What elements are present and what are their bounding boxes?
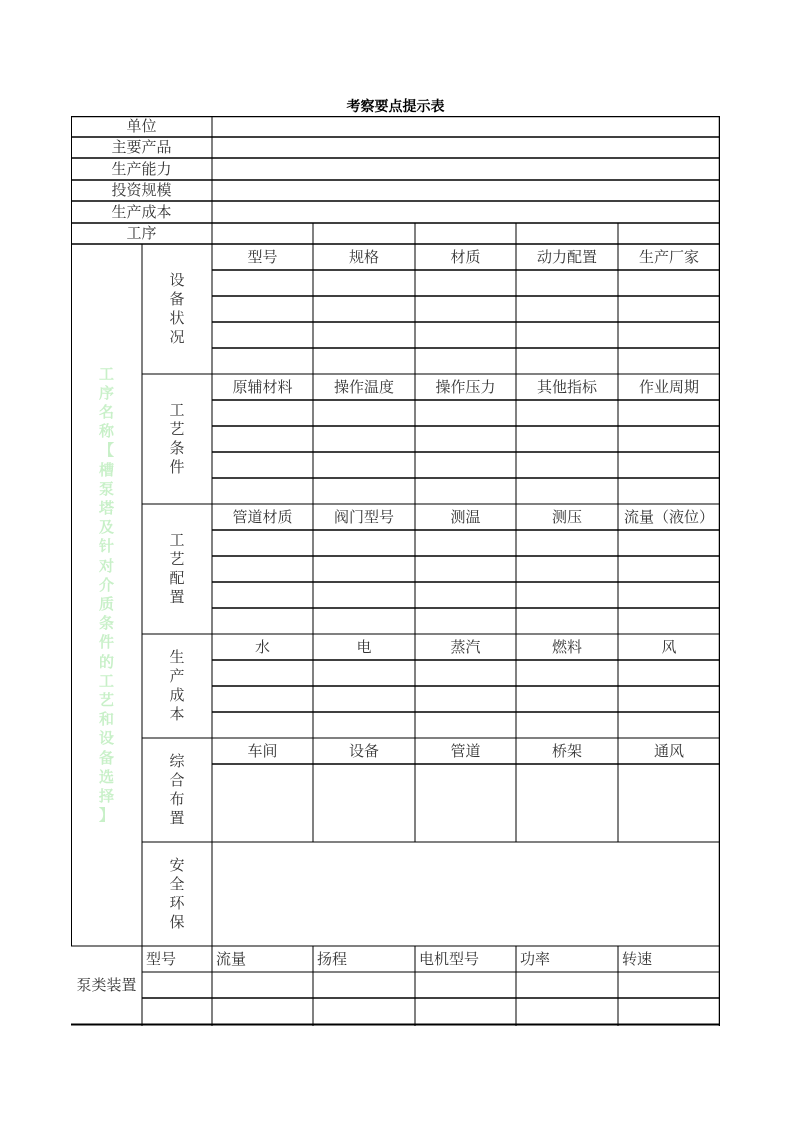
vertical-char: 设: [169, 271, 185, 289]
header-cell: 生产厂家: [638, 247, 699, 266]
pump-section-label: 泵类装置: [76, 975, 137, 994]
header-cell: 管道材质: [232, 507, 293, 526]
section-label-equipment: [142, 244, 212, 374]
vertical-char: 工: [169, 401, 185, 419]
vertical-char: 置: [169, 588, 185, 606]
section-label-safety: [142, 842, 212, 946]
vertical-char: 环: [169, 894, 185, 912]
vertical-char: 况: [169, 328, 185, 346]
vertical-char: 状: [169, 309, 185, 327]
vertical-char: 备: [169, 290, 185, 308]
process-name-vertical-label: [71, 244, 142, 946]
vertical-char: 条: [98, 614, 114, 633]
pump-header-cell: 扬程: [317, 949, 348, 968]
header-cell: 操作压力: [435, 377, 496, 396]
vertical-char: 名: [98, 402, 114, 421]
header-cell: 型号: [247, 247, 278, 266]
vertical-char: 配: [169, 569, 185, 587]
pump-header-cell: 电机型号: [419, 949, 480, 968]
vertical-char: 合: [169, 771, 185, 789]
header-cell: 测压: [551, 507, 582, 526]
section-label-production-cost: [142, 634, 212, 738]
vertical-char: 条: [169, 439, 185, 457]
header-cell: 规格: [348, 247, 379, 266]
vertical-char: 综: [169, 752, 185, 770]
pump-header-cell: 流量: [216, 949, 247, 968]
pump-header-cell: 功率: [520, 949, 551, 968]
row-label-process: 工序: [126, 224, 157, 242]
vertical-char: 的: [98, 652, 114, 671]
header-cell: 动力配置: [536, 247, 597, 266]
header-cell: 车间: [247, 741, 278, 760]
vertical-char: 艺: [169, 550, 185, 568]
header-cell: 设备: [348, 741, 379, 760]
section-label-process-conditions: [142, 374, 212, 504]
header-cell: 原辅材料: [232, 377, 293, 396]
vertical-char: 和: [98, 710, 114, 729]
header-cell: 其他指标: [536, 377, 597, 396]
header-cell: 水: [254, 637, 270, 656]
vertical-char: 安: [169, 856, 185, 874]
section-label-layout: [142, 738, 212, 842]
vertical-char: 布: [169, 790, 185, 808]
row-label-unit: 单位: [126, 117, 157, 135]
vertical-char: 介: [98, 575, 114, 594]
header-cell: 管道: [450, 741, 481, 760]
header-cell: 电: [356, 637, 372, 656]
vertical-char: 成: [169, 686, 185, 704]
vertical-char: 工: [98, 364, 114, 383]
vertical-char: 生: [169, 648, 185, 666]
vertical-char: 艺: [169, 420, 185, 438]
header-cell: 桥架: [551, 741, 582, 760]
section-label-process-config: [142, 504, 212, 634]
vertical-char: 件: [98, 633, 114, 652]
header-cell: 流量（液位）: [623, 507, 714, 526]
header-cell: 燃料: [551, 637, 582, 656]
header-cell: 材质: [450, 247, 481, 266]
row-label-capacity: 生产能力: [111, 159, 172, 178]
vertical-char: 保: [169, 913, 185, 931]
vertical-char: 件: [169, 458, 185, 476]
vertical-char: 产: [169, 667, 185, 685]
row-label-production-cost: 生产成本: [111, 202, 172, 221]
vertical-char: 备: [98, 748, 114, 767]
header-cell: 阀门型号: [333, 507, 394, 526]
vertical-char: 针: [98, 537, 114, 556]
page-title: 考察要点提示表: [346, 99, 445, 115]
vertical-char: 全: [169, 875, 185, 893]
inspection-table: [71, 116, 720, 1026]
pump-header-cell: 型号: [146, 949, 177, 968]
vertical-char: 】: [98, 806, 114, 825]
vertical-char: 及: [98, 518, 114, 537]
vertical-char: 质: [98, 595, 114, 613]
vertical-char: 本: [169, 705, 185, 723]
vertical-char: 择: [98, 787, 114, 806]
header-cell: 通风: [653, 741, 684, 760]
vertical-char: 序: [98, 383, 114, 402]
vertical-char: 设: [98, 729, 114, 748]
vertical-char: 工: [98, 671, 114, 690]
vertical-char: 塔: [98, 498, 114, 517]
row-label-main-products: 主要产品: [111, 138, 172, 156]
header-cell: 风: [661, 637, 677, 656]
header-cell: 操作温度: [333, 377, 394, 396]
vertical-char: 槽: [98, 460, 114, 479]
header-cell: 作业周期: [638, 377, 699, 396]
header-cell: 测温: [450, 507, 481, 526]
vertical-char: 艺: [98, 691, 114, 710]
vertical-char: 泵: [98, 479, 114, 498]
vertical-char: 选: [98, 767, 114, 786]
header-cell: 蒸汽: [450, 637, 481, 656]
vertical-char: 置: [169, 809, 185, 827]
vertical-char: 工: [169, 531, 185, 549]
vertical-char: 称: [98, 422, 114, 441]
vertical-char: 对: [98, 556, 114, 575]
vertical-char: 【: [98, 441, 114, 460]
row-label-investment: 投资规模: [111, 181, 172, 199]
pump-header-cell: 转速: [622, 949, 653, 968]
